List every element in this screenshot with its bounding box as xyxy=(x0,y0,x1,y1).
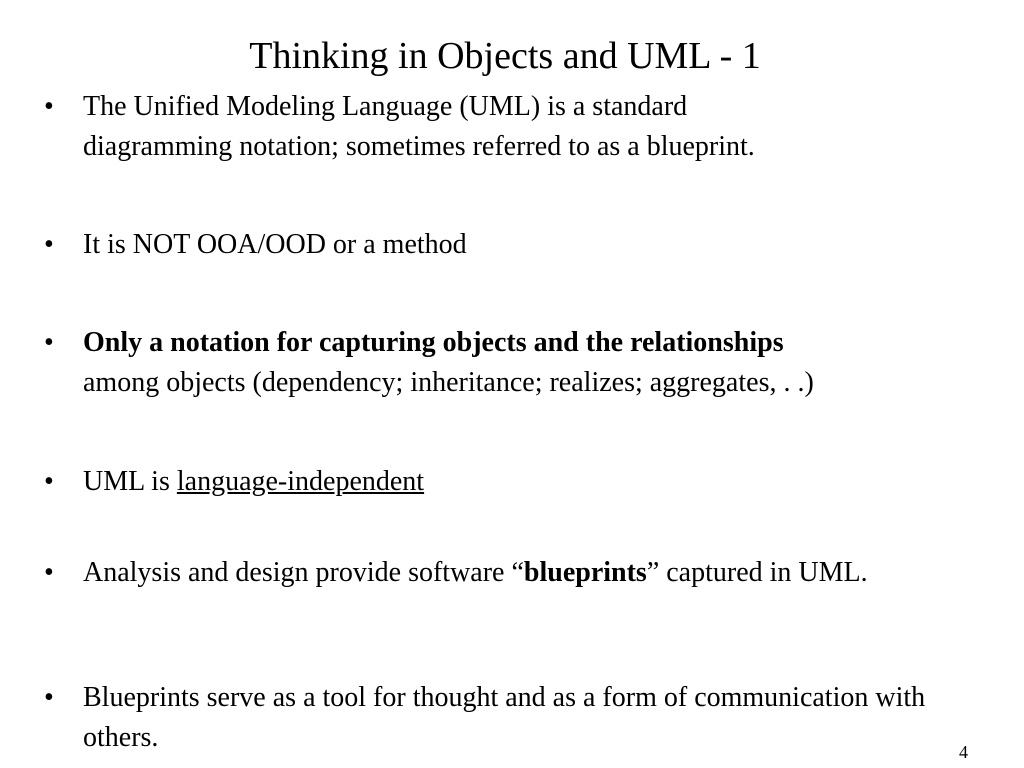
bullet-text xyxy=(83,323,1004,403)
bullet-regular-text: among objects (dependency; inheritance; realizes; aggregates, . .) xyxy=(83,367,814,398)
slide-title: Thinking in Objects and UML - 1 xyxy=(249,35,761,77)
bullet-text xyxy=(83,87,1004,167)
bullet-marker: • xyxy=(44,229,54,260)
bullet-tool-for-thought xyxy=(44,678,1004,758)
bullet-marker: • xyxy=(44,466,54,497)
bullet-language-independent xyxy=(44,462,1004,502)
bullet-marker: • xyxy=(44,91,54,122)
bullet-bold-text: Only a notation for capturing objects and the relationships xyxy=(83,327,784,358)
bullet-uml-definition xyxy=(44,87,1004,167)
page-number: 4 xyxy=(959,742,968,762)
bullet-not-a-method xyxy=(44,225,1004,265)
bullet-marker: • xyxy=(44,327,54,358)
bullet-text: Blueprints serve as a tool for thought and as a form of communication with others. xyxy=(83,682,926,753)
bullet-prefix-text: UML is xyxy=(83,466,177,497)
bullet-text-line-2: diagramming notation; sometimes referred to as a blueprint. xyxy=(83,131,755,162)
bullet-marker: • xyxy=(44,557,54,588)
bullet-text xyxy=(83,462,1004,502)
bullet-notation-only xyxy=(44,323,1004,403)
bullet-text-line-1: The Unified Modeling Language (UML) is a standard xyxy=(83,91,688,122)
bullet-blueprints xyxy=(44,553,1004,593)
underlined-term: language-independent xyxy=(176,466,425,497)
bullet-text: It is NOT OOA/OOD or a method xyxy=(83,229,467,260)
bullet-marker: • xyxy=(44,682,54,713)
bullet-text xyxy=(83,553,1004,593)
bullet-suffix-text: ” captured in UML. xyxy=(646,557,868,588)
bullet-bold-text: blueprints xyxy=(523,557,647,588)
bullet-prefix-text: Analysis and design provide software “ xyxy=(83,557,524,588)
